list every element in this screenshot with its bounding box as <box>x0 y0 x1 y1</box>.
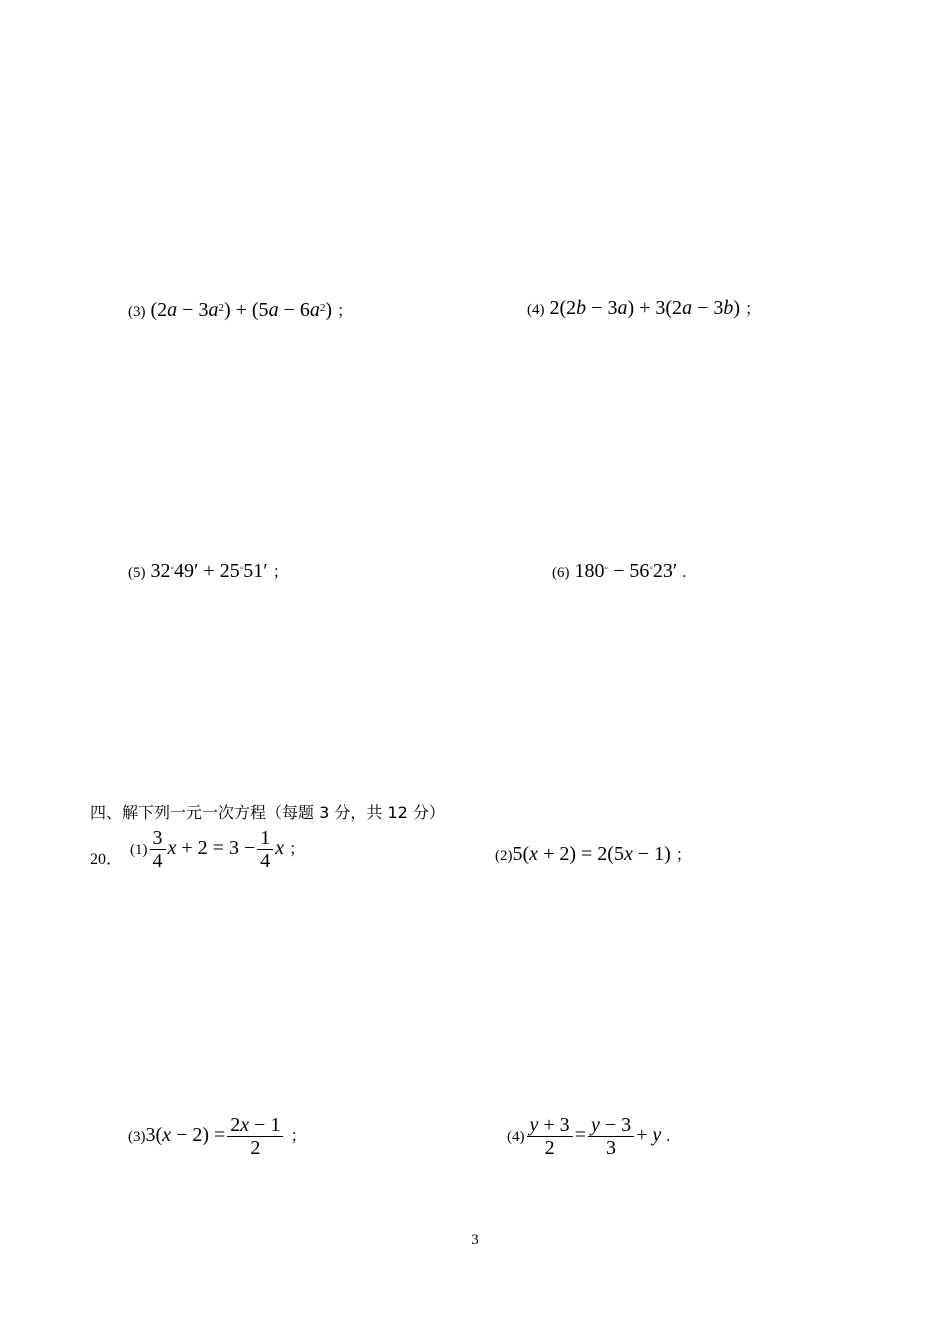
expression-3 <box>128 296 353 324</box>
expression-5-terminator: ； <box>272 564 289 581</box>
equation-4-label: (4) <box>507 1129 525 1146</box>
expression-3-terminator: ； <box>337 303 354 320</box>
expression-4-terminator: ； <box>745 301 762 318</box>
equation-2-label: (2) <box>495 848 513 864</box>
equation-1-math-right: x <box>275 837 285 860</box>
expression-6-label: (6) <box>552 565 570 581</box>
equation-1-label: (1) <box>130 842 148 859</box>
page-number: 3 <box>471 1232 479 1248</box>
equation-2-math: 5(x + 2) = 2(5x − 1) <box>512 843 671 865</box>
equation-1-terminator: ； <box>289 841 306 859</box>
expression-4-math: 2(2b − 3a) + 3(2a − 3b) <box>549 297 741 319</box>
equation-1 <box>130 827 305 872</box>
expression-6-math: 180◦ − 56◦23′ <box>574 560 678 582</box>
fraction-y-plus-3-over-2: $\frac{y + 3}{2}$ <box>527 1114 573 1159</box>
equation-4-math-right: + y <box>636 1124 662 1147</box>
equation-4-terminator: . <box>666 1128 671 1146</box>
expression-5-math: 32◦49′ + 25◦51′ <box>150 560 268 582</box>
equation-3-terminator: ； <box>290 1128 307 1146</box>
expression-6 <box>552 557 686 585</box>
equation-2-terminator: ； <box>675 847 692 864</box>
equation-3-math-left: 3(x − 2) = <box>145 1124 226 1147</box>
expression-4-label: (4) <box>527 302 545 318</box>
fraction-three-quarters: $\frac{3}{4}$ <box>150 827 166 872</box>
question-number: 20． <box>90 851 123 868</box>
expression-3-math: $(2a - 3a^2) + (5a - 6a^2)$ <box>150 299 333 321</box>
fraction-y-minus-3-over-3: $\frac{y - 3}{3}$ <box>588 1114 634 1159</box>
expression-6-terminator: . <box>682 564 687 581</box>
equation-2 <box>495 842 692 868</box>
equation-3-label: (3) <box>128 1129 146 1146</box>
expression-4 <box>527 296 761 322</box>
expression-5 <box>128 557 289 585</box>
expression-5-label: (5) <box>128 565 146 581</box>
equation-3 <box>128 1114 306 1159</box>
section-heading: 四、解下列一元一次方程（每题 3 分，共 12 分） <box>90 803 445 822</box>
equation-4-equals: = <box>574 1124 586 1147</box>
fraction-2x-minus-1-over-2: $\frac{2x - 1}{2}$ <box>227 1114 283 1159</box>
equation-4 <box>507 1114 670 1159</box>
equation-1-math-left: x + 2 = 3 − <box>167 837 256 860</box>
expression-3-label: (3) <box>128 304 146 320</box>
fraction-one-quarter: $\frac{1}{4}$ <box>257 827 273 872</box>
